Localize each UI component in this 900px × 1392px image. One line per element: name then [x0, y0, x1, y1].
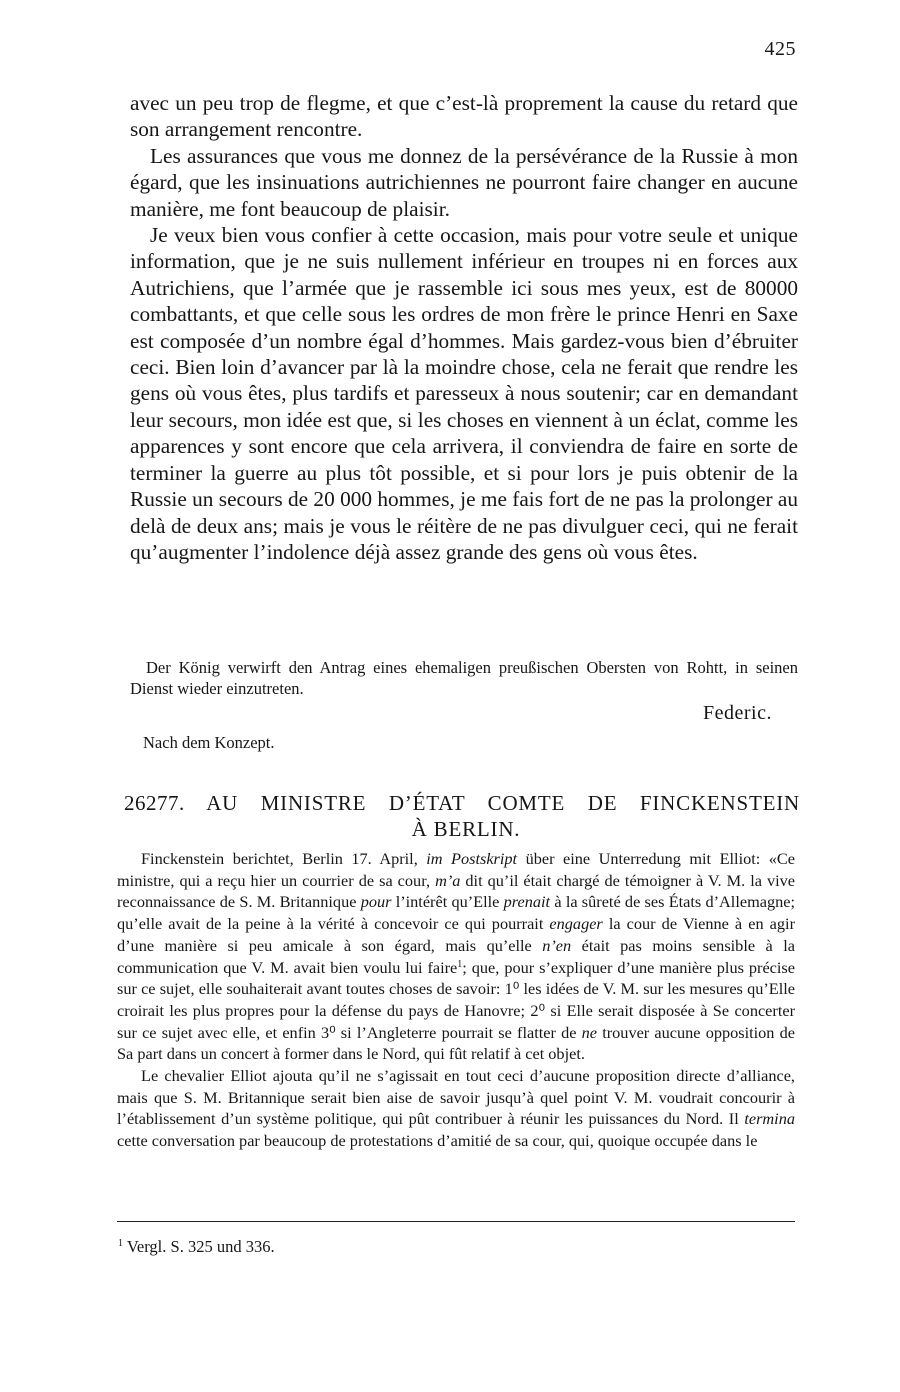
heading-line-2: À BERLIN.	[411, 817, 521, 841]
report-text-run: trouver aucune opposition de Sa part dans un concert à former dans le Nord, qui fût relatif à cet objet.	[117, 1022, 795, 1064]
editorial-note	[130, 657, 798, 699]
page-number: 425	[764, 38, 796, 60]
report-italic-run: ne	[581, 1022, 598, 1042]
report-italic-run: engager	[549, 914, 603, 934]
report-text	[117, 848, 795, 1152]
footnote-ref: 1	[457, 958, 463, 970]
report-text-run: était pas moins sensible à la communication que V. M. avait bien voulu lui faire	[117, 935, 795, 977]
letter-paragraph: Les assurances que vous me donnez de la persévérance de la Russie à mon égard, que les insinuations autrichiennes ne pourront faire changer en aucune manière, me font beaucoup de plaisir.	[130, 143, 798, 221]
report-text-run: ; que, pour s’expliquer d’une manière plus précise sur ce sujet, elle souhaiterait avant toutes choses de savoir: 1⁰ les idées de V. M. sur les mesures qu’Elle croirait les plus propres pour la défense du pays de Hanovre; 2⁰ si Elle serait disposée à Se concerter sur ce sujet avec elle, et enfin 3⁰ si l’Angleterre pourrait se flatter de	[117, 957, 795, 1042]
footnote-text: Vergl. S. 325 und 336.	[126, 1237, 275, 1256]
report-italic-run: prenait	[503, 892, 551, 912]
report-text-run: über eine Unterredung mit Elliot: «Ce ministre, qui a reçu hier un courrier de sa cour,	[117, 849, 795, 890]
report-paragraph	[117, 1065, 795, 1152]
report-italic-run: termina	[744, 1109, 795, 1129]
report-text-run: Le chevalier Elliot ajouta qu’il ne s’agissait en tout ceci d’aucune proposition directe d’alliance, mais que S. M. Britannique serait bien aise de savoir jusqu’à quel point V. M. voudrait concourir à l’établissement d’un système politique, qui pût contribuer à réunir les puissances du Nord. Il	[117, 1066, 795, 1129]
heading-recipient: AU MINISTRE D’ÉTAT COMTE DE FINCKENSTEIN	[206, 791, 800, 815]
report-italic-run: n’en	[542, 935, 572, 955]
footnote-divider	[117, 1221, 795, 1222]
report-italic-run: im Postskript	[426, 849, 518, 868]
report-text-run: Finckenstein berichtet, Berlin 17. April,	[141, 849, 427, 868]
letter-number: 26277.	[124, 791, 185, 815]
footnote	[118, 1237, 275, 1257]
source-note: Nach dem Konzept.	[143, 733, 275, 752]
letter-paragraph: Je veux bien vous confier à cette occasion, mais pour votre seule et unique information, que je ne suis nullement inférieur en troupes ni en forces aux Autrichiens, que l’armée que je rassemble ici sous mes yeux, est de 80000 combattants, et que celle sous les ordres de mon frère le prince Henri en Saxe est composée d’un nombre égal d’hommes. Mais gardez-vous bien d’ébruiter ceci. Bien loin d’avancer par là la moindre chose, cela ne ferait que rendre les gens où vous êtes, plus tardifs et paresseux à nous soutenir; car en demandant leur secours, mon idée est que, si les choses en viennent à un éclat, comme les apparences y sont encore que cela arrivera, il conviendra de faire en sorte de terminer la guerre au plus tôt possible, et si pour lors je puis obtenir de la Russie un secours de 20 000 hommes, je me fais fort de ne pas la prolonger au delà de deux ans; mais je vous le réitère de ne pas divulguer ceci, qui ne ferait qu’augmenter l’indolence déjà assez grande des gens où vous êtes.	[130, 223, 798, 564]
heading-line-1	[124, 790, 800, 816]
report-text-run: à la sûreté de ses États d’Allemagne; qu’elle avait de la peine à la vérité à concevoir ce qui pourrait	[117, 892, 796, 934]
letter-paragraph: avec un peu trop de flegme, et que c’est-là proprement la cause du retard que son arrangement rencontre.	[130, 91, 798, 142]
editorial-note-text: Der König verwirft den Antrag eines ehemaligen preußischen Obersten von Rohtt, in seinen Dienst wieder einzutreten.	[130, 658, 798, 698]
report-text-run: dit qu’il était chargé de témoigner à V. M. la vive reconnaissance de S. M. Britannique	[117, 870, 796, 912]
letter-text	[130, 90, 798, 565]
footnote-marker: 1	[118, 1238, 123, 1249]
report-italic-run: pour	[360, 892, 392, 912]
report-text-run: cette conversation par beaucoup de protestations d’amitié de sa cour, qui, quoique occupée dans le	[117, 1131, 758, 1151]
signature: Federic.	[703, 702, 772, 724]
letter-heading	[124, 790, 800, 842]
report-paragraph	[117, 848, 795, 1065]
report-text-run: la cour de Vienne à en agir d’une manière si peu amicale à son égard, mais qu’elle	[117, 914, 795, 955]
report-italic-run: m’a	[435, 870, 461, 890]
report-text-run: l’intérêt qu’Elle	[391, 892, 504, 912]
